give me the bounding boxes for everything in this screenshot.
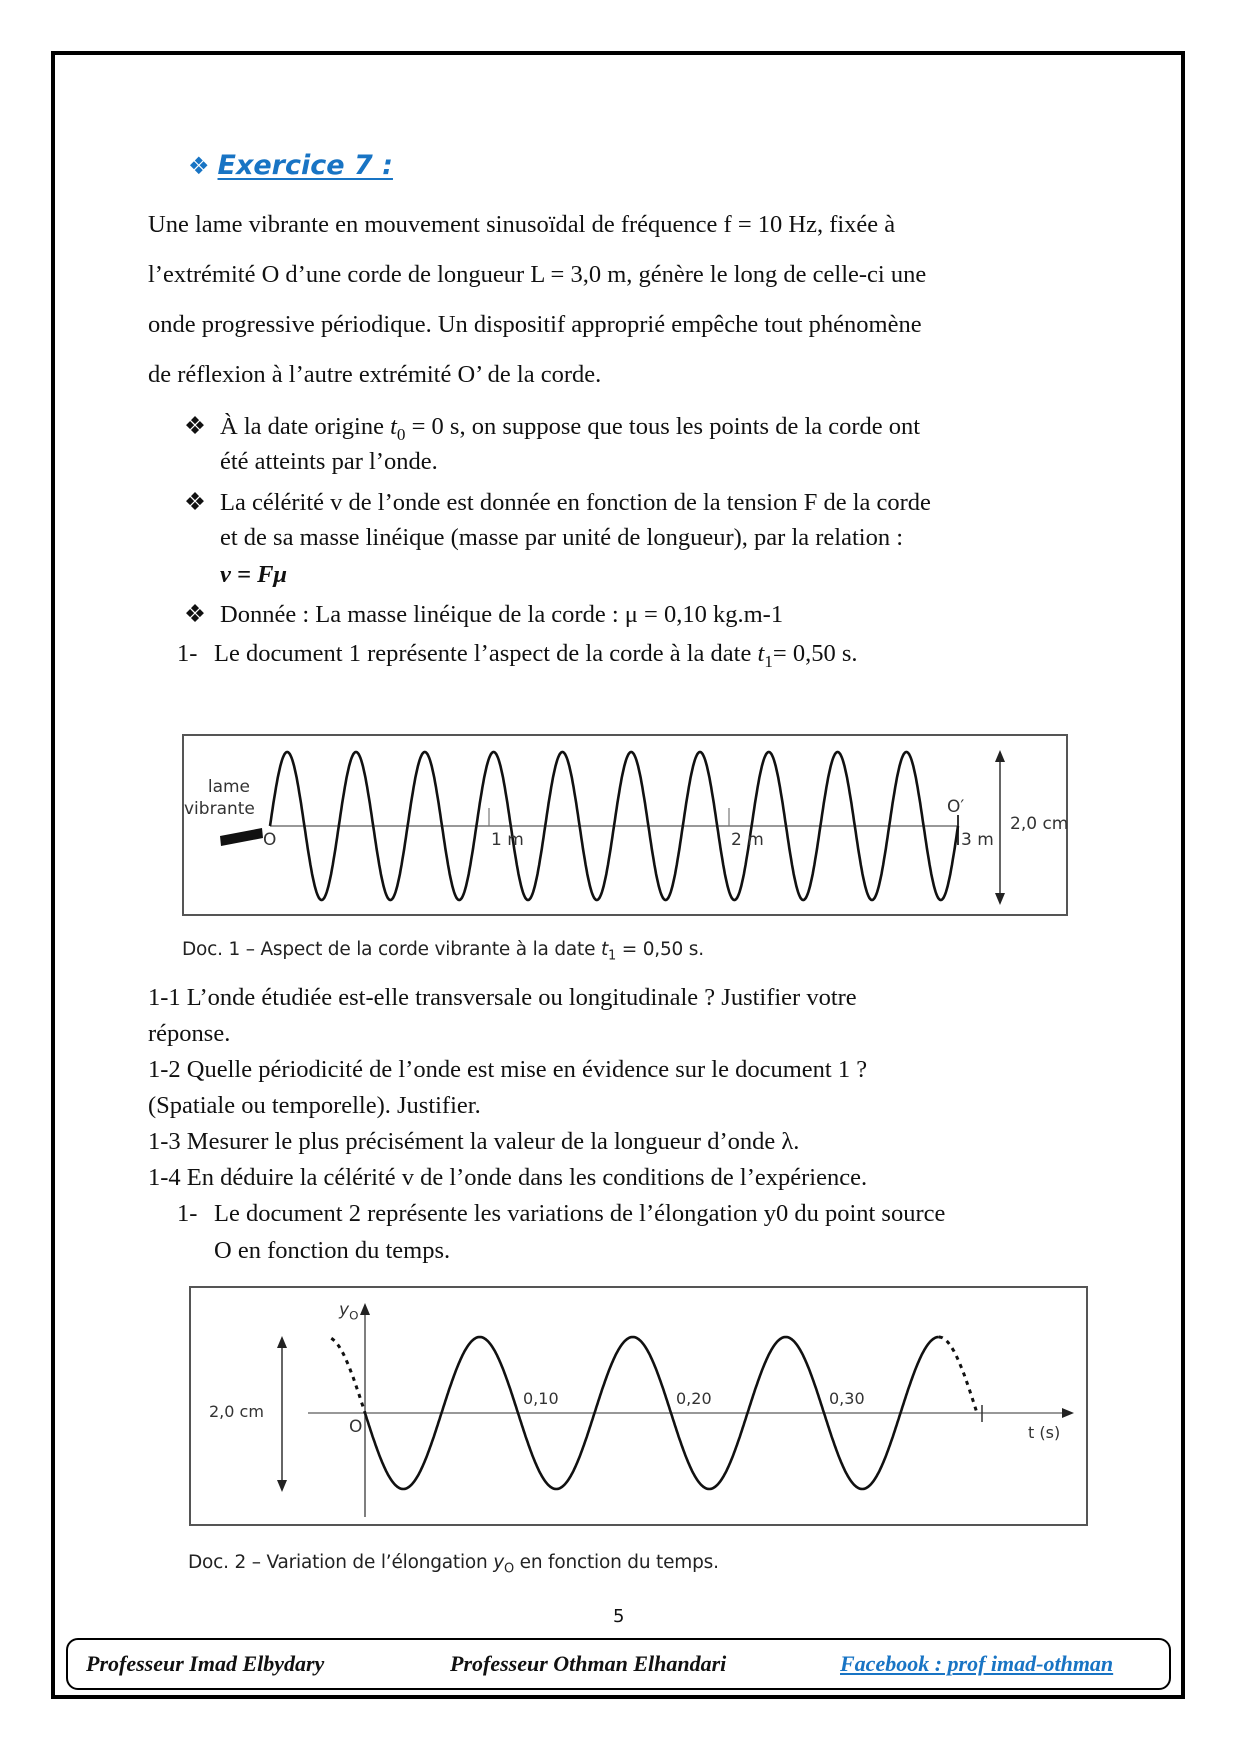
var-y: y	[493, 1552, 504, 1573]
subscript: O	[503, 1561, 514, 1577]
subscript: 0	[396, 424, 406, 444]
caption-text: = 0,50 s.	[616, 939, 704, 960]
page-number: 5	[613, 1606, 625, 1627]
doc2-caption	[188, 1552, 719, 1577]
question-text: = 0,50 s.	[772, 640, 858, 667]
doc1-caption	[182, 939, 704, 964]
question-text: Le document 1 représente l’aspect de la corde à la date	[214, 640, 758, 667]
var-t: t	[757, 640, 765, 667]
bullet-text: = 0 s, on suppose que tous les points de la corde ont	[405, 413, 921, 440]
lame-vibrante-label	[184, 776, 255, 820]
intro-line-2: l’extrémité O d’une corde de longueur L = 3,0 m, génère le long de celle-ci une	[148, 261, 927, 288]
question-2-cont: O en fonction du temps.	[214, 1237, 451, 1264]
intro-line-4: de réflexion à l’autre extrémité O’ de la corde.	[148, 361, 602, 388]
subscript: O	[349, 1308, 359, 1323]
tick-0-20-label: 0,20	[676, 1389, 712, 1408]
yaxis-label	[339, 1300, 358, 1322]
footer-author-2: Professeur Othman Elhandari	[450, 1651, 727, 1676]
end-label: O′	[947, 797, 965, 817]
bullet-item-3	[184, 599, 783, 629]
xaxis-label: t (s)	[1028, 1423, 1061, 1442]
var-t: t	[600, 939, 608, 960]
question-1	[177, 640, 858, 672]
question-2	[177, 1200, 945, 1228]
bullet-item-2	[184, 487, 931, 517]
bullet-text: À la date origine	[220, 413, 391, 440]
formula: v = Fμ	[220, 561, 288, 588]
footer-box	[66, 1638, 1171, 1690]
label-line: lame	[207, 777, 251, 797]
amplitude-label: 2,0 cm	[209, 1402, 264, 1421]
bullet-text: La célérité v de l’onde est donnée en fonction de la tension F de la corde	[220, 489, 931, 516]
question-text: Le document 2 représente les variations de l’élongation y0 du point source	[214, 1200, 946, 1227]
question-1-1-cont: réponse.	[148, 1020, 231, 1047]
tick-3m-label: 3 m	[961, 830, 994, 850]
subscript: 1	[608, 948, 617, 964]
amplitude-label: 2,0 cm	[1010, 814, 1069, 834]
tick-1m-label: 1 m	[491, 830, 524, 850]
tick-2m-label: 2 m	[731, 830, 764, 850]
subscript: 1	[764, 651, 773, 671]
question-1-2-cont: (Spatiale ou temporelle). Justifier.	[148, 1092, 481, 1119]
caption-text: en fonction du temps.	[513, 1552, 719, 1573]
question-1-2: 1-2 Quelle périodicité de l’onde est mise en évidence sur le document 1 ?	[148, 1056, 868, 1083]
exercise-title: Exercice 7 :	[217, 150, 393, 181]
intro-line-1: Une lame vibrante en mouvement sinusoïdal de fréquence f = 10 Hz, fixée à	[148, 211, 896, 238]
var-t: t	[390, 413, 397, 440]
diamond-bullet-icon: ❖	[184, 413, 206, 440]
diamond-bullet-icon: ❖	[184, 601, 206, 628]
page-frame	[51, 51, 1185, 1699]
question-1-3: 1-3 Mesurer le plus précisément la valeur de la longueur d’onde λ.	[148, 1128, 800, 1155]
question-1-4: 1-4 En déduire la célérité v de l’onde dans les conditions de l’expérience.	[148, 1164, 868, 1191]
bullet-item-1-cont: été atteints par l’onde.	[220, 448, 438, 475]
footer-author-1: Professeur Imad Elbydary	[86, 1651, 325, 1676]
diamond-bullet-icon: ❖	[188, 152, 210, 180]
exercise-heading	[188, 150, 393, 181]
question-1-1: 1-1 L’onde étudiée est-elle transversale ou longitudinale ? Justifier votre	[148, 984, 857, 1011]
intro-line-3: onde progressive périodique. Un dispositif approprié empêche tout phénomène	[148, 311, 922, 338]
caption-text: Doc. 2 – Variation de l’élongation	[188, 1552, 494, 1573]
tick-0-30-label: 0,30	[829, 1389, 865, 1408]
bullet-text: Donnée : La masse linéique de la corde : μ = 0,10 kg.m-1	[220, 601, 784, 628]
label-line: vibrante	[184, 799, 255, 819]
origin-label: O	[263, 830, 277, 850]
question-number: 1-	[177, 640, 198, 667]
footer-facebook-link[interactable]: Facebook : prof imad-othman	[840, 1651, 1114, 1676]
diamond-bullet-icon: ❖	[184, 489, 206, 516]
bullet-item-2-cont: et de sa masse linéique (masse par unité de longueur), par la relation :	[220, 524, 904, 551]
tick-0-10-label: 0,10	[523, 1389, 559, 1408]
axis-var: y	[339, 1300, 350, 1320]
caption-text: Doc. 1 – Aspect de la corde vibrante à la date	[182, 939, 601, 960]
bullet-item-1	[184, 411, 920, 445]
question-number: 1-	[177, 1200, 198, 1227]
origin-label: O	[349, 1417, 363, 1437]
